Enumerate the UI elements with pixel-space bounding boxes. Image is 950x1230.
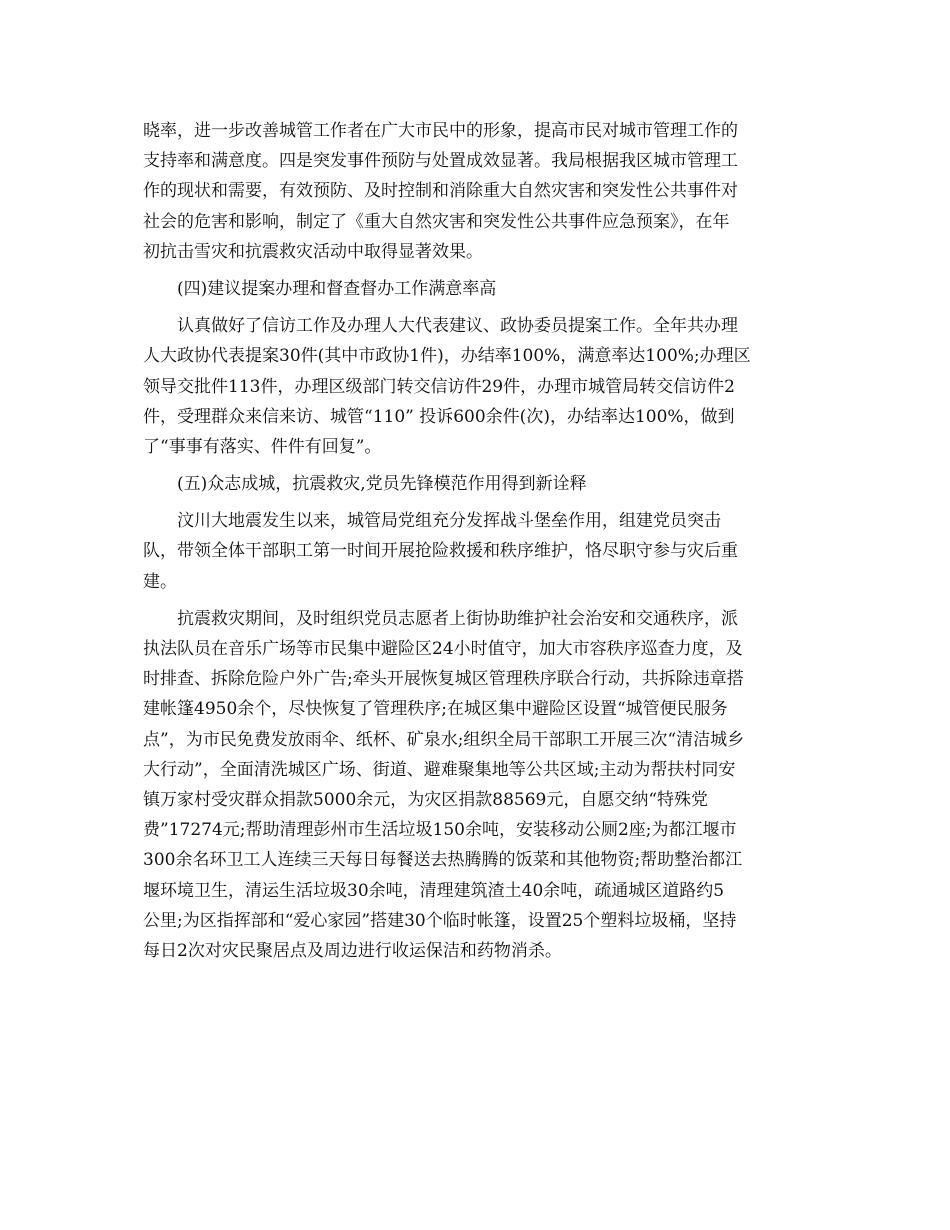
paragraph-line: 初抗击雪灾和抗震救灾活动中取得显著效果。 <box>143 241 483 262</box>
paragraph-line: 建帐篷4950余个，尽快恢复了管理秩序;在城区集中避险区设置“城管便民服务 <box>143 699 728 720</box>
paragraph-line: 300余名环卫工人连续三天每日每餐送去热腾腾的饭菜和其他物资;帮助整治都江 <box>143 850 743 871</box>
paragraph-line: 公里;为区指挥部和“爱心家园”搭建30个临时帐篷，设置25个塑料垃圾桶，坚持 <box>143 910 737 931</box>
paragraph-line: 认真做好了信访工作及办理人大代表建议、政协委员提案工作。全年共办理 <box>177 316 738 337</box>
paragraph-line: 支持率和满意度。四是突发事件预防与处置成效显著。我局根据我区城市管理工 <box>143 151 738 172</box>
paragraph-line: 社会的危害和影响，制定了《重大自然灾害和突发性公共事件应急预案》，在年 <box>143 211 730 232</box>
paragraph-line: 执法队员在音乐广场等市民集中避险区24小时值守，加大市容秩序巡查力度，及 <box>143 639 743 659</box>
paragraph-line: 时排查、拆除危险户外广告;牵头开展恢复城区管理秩序联合行动，共拆除违章搭 <box>143 669 744 690</box>
paragraph-line: 队，带领全体干部职工第一时间开展抢险救援和秩序维护，恪尽职守参与灾后重 <box>143 541 738 562</box>
paragraph-line: 费”17274元;帮助清理彭州市生活垃圾150余吨，安装移动公厕2座;为都江堰市 <box>143 820 737 841</box>
paragraph-line: 晓率，进一步改善城管工作者在广大市民中的形象，提高市民对城市管理工作的 <box>143 121 738 141</box>
section-heading: (五)众志成城，抗震救灾,党员先锋模范作用得到新诠释 <box>177 474 587 495</box>
paragraph-line: 汶川大地震发生以来，城管局党组充分发挥战斗堡垒作用，组建党员突击 <box>177 511 721 532</box>
paragraph-line: 人大政协代表提案30件(其中市政协1件)，办结率100%，满意率达100%;办理区 <box>143 346 751 367</box>
paragraph-line: 抗震救灾期间，及时组织党员志愿者上街协助维护社会治安和交通秩序，派 <box>177 608 738 629</box>
paragraph-line: 堰环境卫生，清运生活垃圾30余吨，清理建筑渣土40余吨，疏通城区道路约5 <box>143 880 725 901</box>
paragraph-line: 了“事事有落实、件件有回复”。 <box>143 436 382 457</box>
paragraph-line: 每日2次对灾民聚居点及周边进行收运保洁和药物消杀。 <box>143 940 562 961</box>
section-heading: (四)建议提案办理和督查督办工作满意率高 <box>177 278 497 299</box>
paragraph-line: 点”，为市民免费发放雨伞、纸杯、矿泉水;组织全局干部职工开展三次“清洁城乡 <box>143 729 745 750</box>
paragraph-line: 大行动”，全面清洗城区广场、街道、避难聚集地等公共区域;主动为帮扶村同安 <box>143 759 736 780</box>
paragraph-line: 作的现状和需要，有效预防、及时控制和消除重大自然灾害和突发性公共事件对 <box>143 181 738 202</box>
document-body <box>143 116 811 966</box>
paragraph-line: 件，受理群众来信来访、城管“110” 投诉600余件(次)，办结率达100%，做到 <box>143 406 735 427</box>
paragraph-line: 建。 <box>143 571 177 592</box>
paragraph-line: 领导交批件113件，办理区级部门转交信访件29件，办理市城管局转交信访件2 <box>143 376 735 397</box>
paragraph-line: 镇万家村受灾群众捐款5000余元，为灾区捐款88569元，自愿交纳“特殊党 <box>143 789 709 810</box>
